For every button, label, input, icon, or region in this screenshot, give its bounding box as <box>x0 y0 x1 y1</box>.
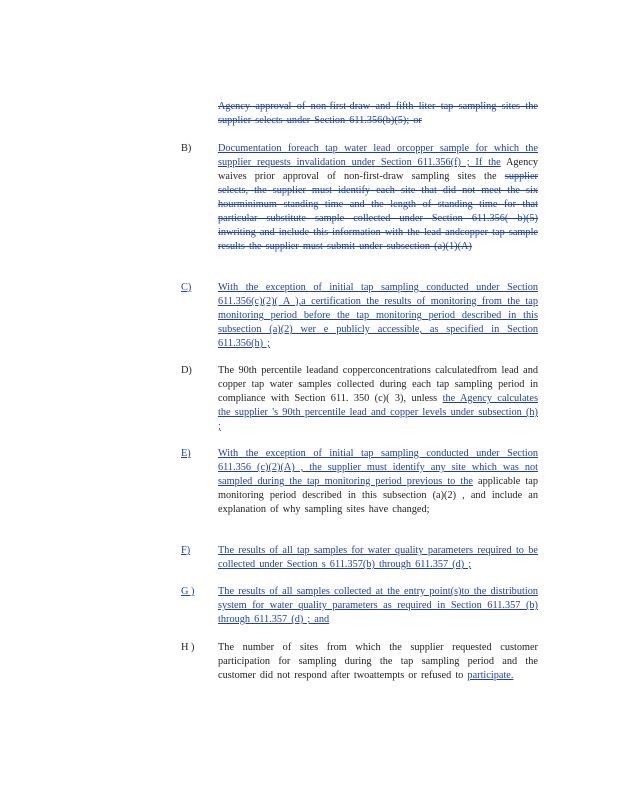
item-text <box>218 281 538 351</box>
item-label: F) <box>181 545 191 556</box>
unchanged-text: The 90th percentile leadand copperconcentrations calculatedfrom lead and copper tap water samples collected during each tap sampling period in compliance with Section 611. 350 (c)( 3), unless <box>218 365 538 404</box>
item-label: E) <box>181 448 191 459</box>
item-text <box>218 364 538 434</box>
item-label: G ) <box>181 586 195 597</box>
inserted-text: The results of all samples collected at the entry point(s)to the distribution system for water quality parameters as required in Section 611.357 (b) through 611.357 (d) ; and <box>218 586 538 625</box>
deleted-text: supplier selects, the supplier must identify each site that did not meet the six hourminimum standing time and the length of standing time for that particular substitute sample collected under Section 611.356( b)(5) inwriting and include this information with the lead andcopper tap sample results the supplier must submit under subsection (a)(1)(A) <box>218 171 538 252</box>
unchanged-text: The number of sites from which the supplier requested customer participation for sampling during the tap sampling period and the customer did not respond after twoattempts or refused to <box>218 642 538 681</box>
item-text <box>218 544 538 572</box>
item-text <box>218 142 538 254</box>
deleted-text: Agency approval of non-first-draw and fifth liter tap sampling sites the supplier selects under Section 611.356(b)(5); or <box>218 101 538 126</box>
item-text <box>218 447 538 517</box>
item-text <box>218 585 538 627</box>
item-text <box>218 641 538 683</box>
unchanged-text: applicable tap monitoring period described in this subsection (a)(2) , and include an explanation of why sampling sites have changed; <box>218 476 538 515</box>
item-label: D) <box>181 365 192 376</box>
inserted-text: Documentation foreach tap water lead orcopper sample for which the supplier requests invalidation under Section 611.356(f) ; If the <box>218 143 538 168</box>
item-label: B) <box>181 143 192 154</box>
inserted-text: The results of all tap samples for water quality parameters required to be collected under Section s 611.357(b) through 611.357 (d) ; <box>218 545 538 570</box>
inserted-text: participate. <box>467 670 514 681</box>
inserted-text: With the exception of initial tap sampling conducted under Section 611.356(c)(2)( A ),a certification the results of monitoring from the tap monitoring period before the tap monitoring period described in this subsection (a)(2) wer e publicly accessible, as specified in Section 611.356(h) ; <box>218 282 538 349</box>
item-label: H ) <box>181 642 195 653</box>
inserted-text: With the exception of initial tap sampling conducted under Section 611.356 (c)(2)(A) , the supplier must identify any site which was not sampled during the tap monitoring period previous to the <box>218 448 538 487</box>
item-label: C) <box>181 282 192 293</box>
inserted-text: the Agency calculates the supplier 's 90th percentile lead and copper levels under subsection (h) ; <box>218 393 538 432</box>
intro-text <box>218 100 538 128</box>
unchanged-text: Agency waives prior approval of non-first-draw sampling sites the <box>218 157 538 182</box>
